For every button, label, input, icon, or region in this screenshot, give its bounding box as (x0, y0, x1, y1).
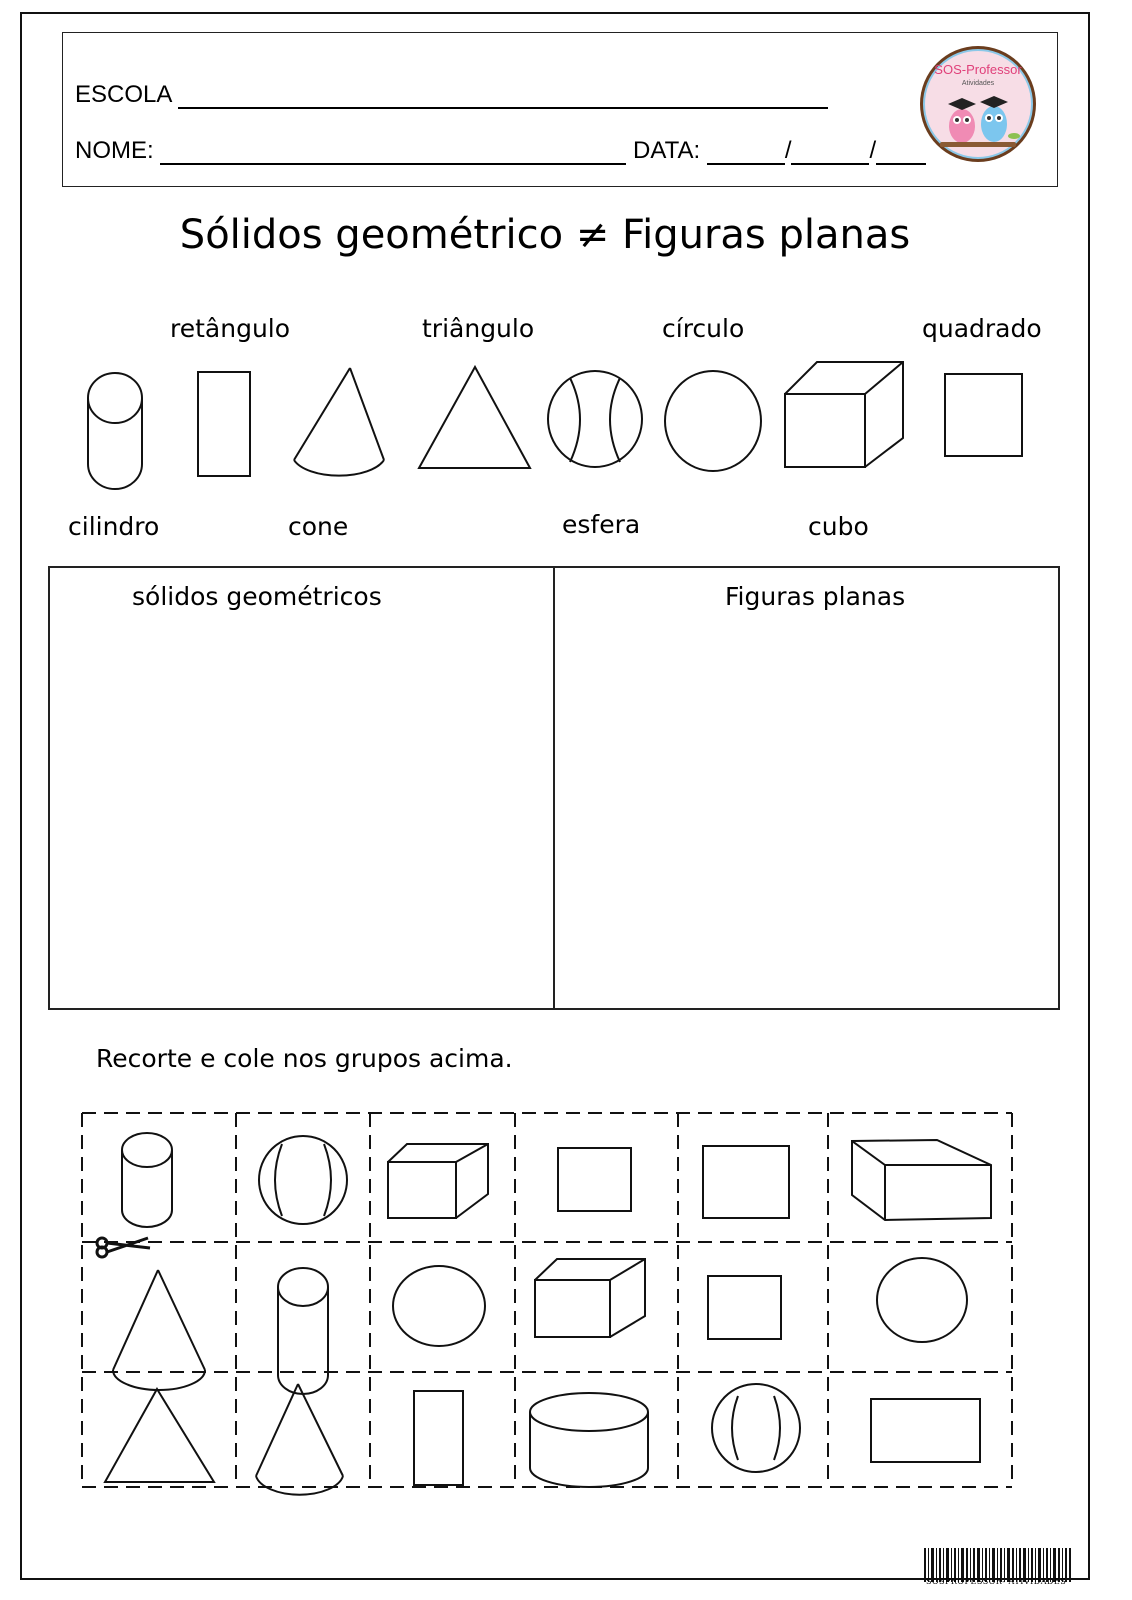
svg-text:SOS-Professor: SOS-Professor (934, 62, 1022, 77)
name-field (75, 137, 926, 165)
date-separator: / (784, 137, 792, 164)
owls-graduation-logo-icon (918, 44, 1038, 164)
barcode-text: SOSPROFESSOR- ATIVIDADES (926, 1577, 1067, 1586)
date-day-line[interactable] (707, 141, 785, 165)
name-input-line[interactable] (160, 141, 626, 165)
plane-figures-column[interactable] (553, 568, 1058, 1008)
header-box (62, 32, 1058, 187)
name-label: NOME: (75, 137, 154, 164)
label-cilindro: cilindro (68, 512, 160, 541)
label-retangulo: retângulo (170, 314, 291, 343)
school-input-line[interactable] (178, 85, 828, 109)
date-separator: / (869, 137, 877, 164)
label-quadrado: quadrado (922, 314, 1042, 343)
school-field (75, 81, 828, 109)
page-title: Sólidos geométrico ≠ Figuras planas (179, 212, 911, 258)
sorting-table (48, 566, 1060, 1010)
solids-column[interactable] (50, 568, 553, 1008)
date-month-line[interactable] (791, 141, 869, 165)
label-cone: cone (288, 512, 349, 541)
label-esfera: esfera (562, 510, 641, 539)
plane-figures-header: Figuras planas (725, 582, 906, 611)
instruction-text: Recorte e cole nos grupos acima. (96, 1044, 513, 1073)
label-cubo: cubo (808, 512, 869, 541)
label-triangulo: triângulo (422, 314, 535, 343)
svg-text:Atividades: Atividades (961, 80, 995, 87)
label-circulo: círculo (662, 314, 745, 343)
solids-header: sólidos geométricos (132, 582, 382, 611)
date-label: DATA: (633, 137, 701, 164)
school-label: ESCOLA (75, 81, 172, 108)
